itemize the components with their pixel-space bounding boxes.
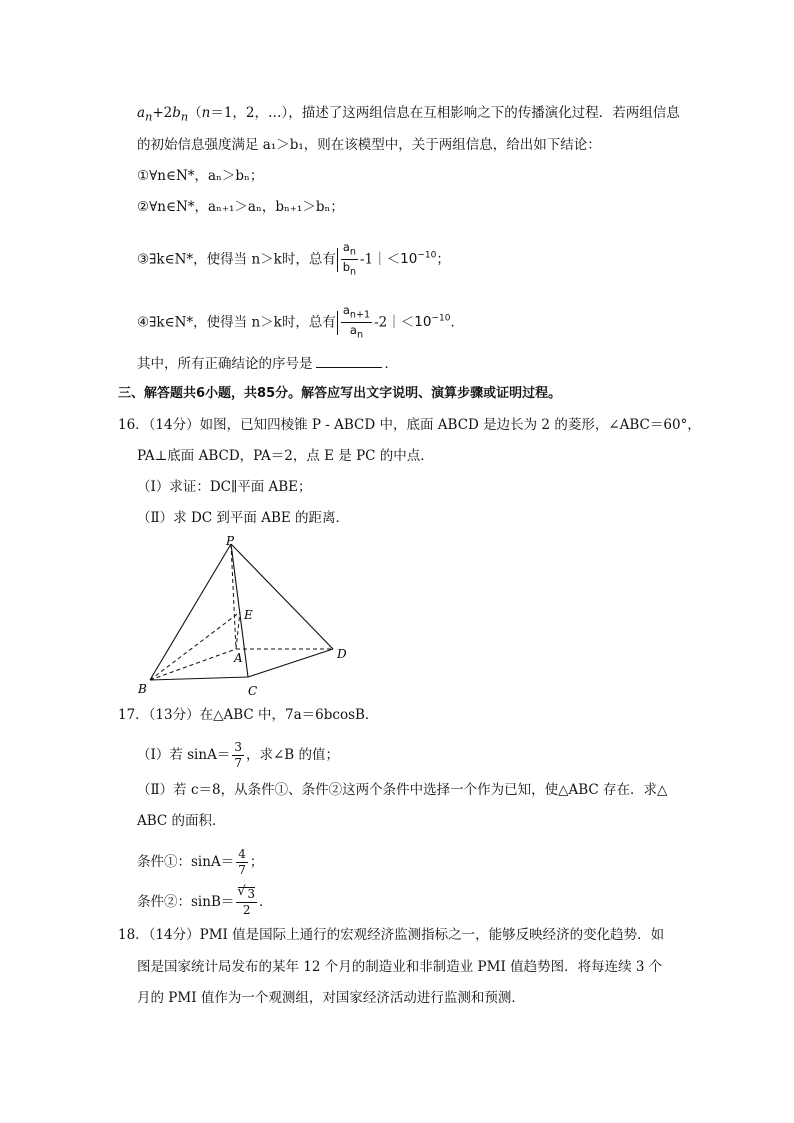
label-D: D [337,647,347,661]
label-E: E [244,608,253,622]
q17-sub2: （Ⅱ）若 c＝8，从条件①、条件②这两个条件中选择一个作为已知，使△ABC 存在．求△ [137,782,668,798]
segment-AE [236,612,240,649]
q16-line1: 16．（14分）如图，已知四棱锥 P - ABCD 中，底面 ABCD 是边长为 2 的菱形，∠ABC＝60°， [118,417,701,433]
q16-line2: PA⊥底面 ABCD，PA＝2，点 E 是 PC 的中点． [137,448,434,464]
q16-sub2: （Ⅱ）求 DC 到平面 ABE 的距离． [137,510,350,526]
label-C: C [248,684,258,698]
p15-line1: $a_n+2b_n(n=1$，2，…），描述了这两组信息在互相影响之下的传播演化过程．若两组信息 [137,105,680,124]
fraction-3-7: $\frac{3}{7}$ [234,740,242,770]
q18-line3: 月的 PMI 值作为一个观测组，对国家经济活动进行监测和预测． [137,990,525,1006]
segment-BE [150,612,240,680]
conclusion-3: ③∃k∈N*，使得当 n＞k时，总有 $\frac{a_n}{b_n}$ $-1|<10^{-10}$； [137,240,450,278]
p15-line2: 的初始信息强度满足 a₁＞b₁，则在该模型中，关于两组信息，给出如下结论： [137,137,601,153]
edge-AB [150,649,236,680]
q17-cond2: 条件②：sinB＝ √ $\frac{3}{2}$ ． [137,887,273,918]
label-B: B [138,682,147,696]
edge-BC [150,677,248,680]
conclusion-2: ②∀n∈N*，aₙ₊₁＞aₙ，bₙ₊₁＞bₙ； [137,199,344,215]
q16-sub1: （Ⅰ）求证：DC∥平面 ABE； [137,479,312,495]
label-P: P [226,534,235,548]
fraction-sqrt3-2: √ $\frac{3}{2}$ [236,887,257,918]
q18-line2: 图是国家统计局发布的某年 12 个月的制造业和非制造业 PMI 值趋势图．将每连续 3 个 [137,959,663,975]
fraction-an-bn: $\frac{a_n}{b_n}$ [342,240,357,278]
conclusion-4: ④∃k∈N*，使得当 n＞k时，总有 $\frac{a_{n+1}}{a_n}$ $-2|<10^{-10}$． [137,303,464,341]
edge-PD [231,544,333,649]
edge-PB [150,544,231,680]
p15-tail: 其中，所有正确结论的序号是 ． [137,353,398,374]
pyramid-figure [130,530,360,702]
q17-sub2b: ABC 的面积． [137,813,226,829]
answer-blank[interactable] [316,353,382,368]
edge-CD [248,649,333,677]
q17-cond1: 条件①：sinA＝ $\frac{4}{7}$ ； [137,847,264,877]
conclusion-1: ①∀n∈N*，aₙ＞bₙ； [137,168,264,184]
label-A: A [234,651,243,665]
fraction-an1-an: $\frac{a_{n+1}}{a_n}$ [342,303,371,341]
section-3-heading: 三、解答题共6小题，共85分。解答应写出文字说明、演算步骤或证明过程。 [118,386,562,401]
q18-line1: 18．（14分）PMI 值是国际上通行的宏观经济监测指标之一，能够反映经济的变化趋势．如 [118,927,665,943]
q17-sub1: （Ⅰ）若 sinA＝ $\frac{3}{7}$ ，求∠B 的值； [137,740,339,770]
q17-line1: 17．（13分）在△ABC 中，7a＝6bcosB． [118,707,379,723]
fraction-4-7: $\frac{4}{7}$ [238,847,246,877]
